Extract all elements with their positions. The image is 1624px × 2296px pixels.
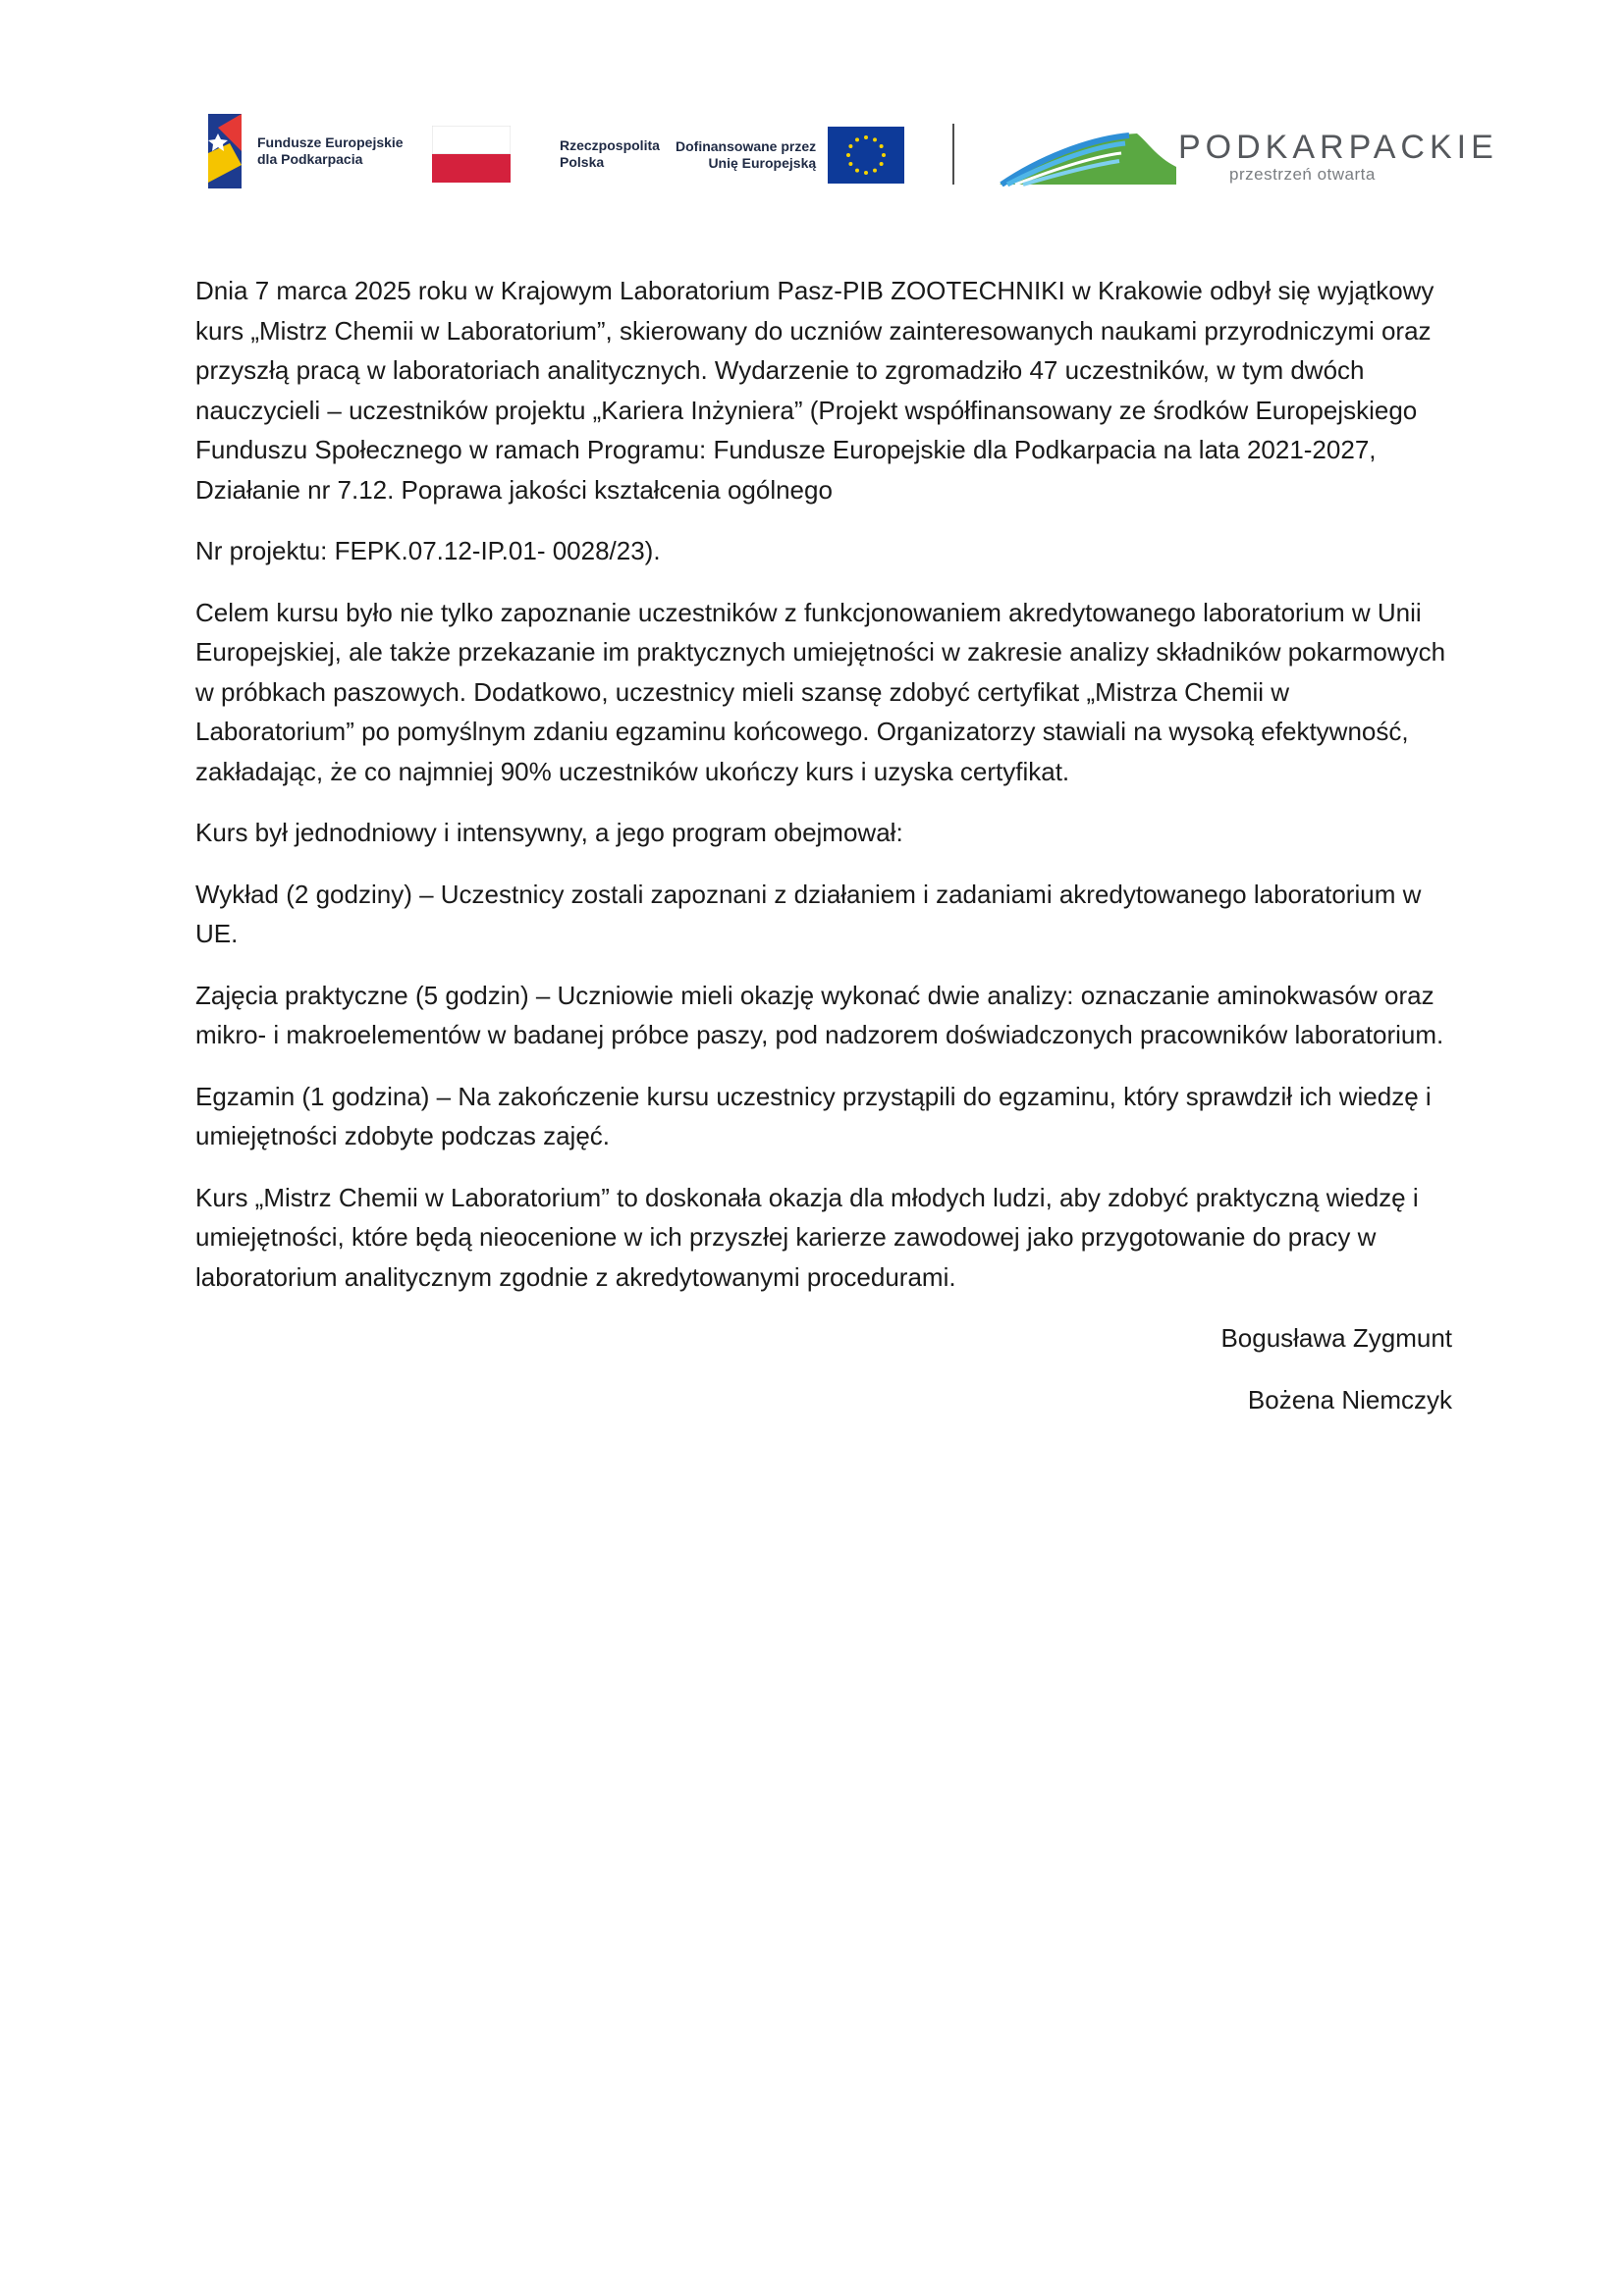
fe-emblem-icon: [208, 114, 245, 188]
paragraph: Zajęcia praktyczne (5 godzin) – Uczniowie mieli okazję wykonać dwie analizy: oznaczanie aminokwasów oraz mikro- i makroelementów w badanej próbce paszy, pod nadzorem doświadczonych pracowników laboratorium.: [195, 980, 1444, 1049]
eu-flag-icon: [828, 127, 904, 184]
signature: Bożena Niemczyk: [1247, 1384, 1452, 1415]
logo-strip: [0, 0, 1624, 196]
document-body: [195, 271, 1452, 1441]
paragraph: Kurs „Mistrz Chemii w Laboratorium” to doskonała okazja dla młodych ludzi, aby zdobyć praktyczną wiedzę i umiejętności, które będą nieocenione w ich przyszłej karierze zawodowej jako przygotowanie do pracy w laboratorium analitycznym zgodnie z akredytowanymi procedurami.: [195, 1182, 1419, 1292]
paragraph: Celem kursu było nie tylko zapoznanie uczestników z funkcjonowaniem akredytowanego laboratorium w Unii Europejskiej, ale także przekazanie im praktycznych umiejętności w zakresie analizy składników pokarmowych w próbkach paszowych. Dodatkowo, uczestnicy mieli szansę zdobyć certyfikat „Mistrza Chemii w Laboratorium” po pomyślnym zdaniu egzaminu końcowego. Organizatorzy stawiali na wysoką efektywność, zakładając, że co najmniej 90% uczestników ukończy kurs i uzyska certyfikat.: [195, 597, 1446, 786]
eu-logo-line2: Unię Europejską: [708, 155, 817, 171]
pl-logo-line2: Polska: [560, 154, 605, 170]
paragraph: Nr projektu: FEPK.07.12-IP.01- 0028/23).: [195, 536, 661, 565]
podkarpackie-logo: [1000, 118, 1498, 196]
eu-logo-line1: Dofinansowane przez: [676, 138, 817, 154]
logo-divider: [952, 124, 954, 185]
paragraph: Dnia 7 marca 2025 roku w Krajowym Laboratorium Pasz-PIB ZOOTECHNIKI w Krakowie odbył się wyjątkowy kurs „Mistrz Chemii w Laboratorium”, skierowany do uczniów zainteresowanych naukami przyrodniczymi oraz przyszłą pracą w laboratoriach analitycznych. Wydarzenie to zgromadziło 47 uczestników, w tym dwóch nauczycieli – uczestników projektu „Kariera Inżyniera” (Projekt współfinansowany ze środków Europejskiego Funduszu Społecznego w ramach Programu: Fundusze Europejskie dla Podkarpacia na lata 2021-2027, Działanie nr 7.12. Poprawa jakości kształcenia ogólnego: [195, 276, 1435, 505]
fundusze-europejskie-logo: [208, 114, 404, 188]
fe-logo-line2: dla Podkarpacia: [257, 151, 363, 167]
rzeczpospolita-polska-logo: [432, 126, 660, 183]
unia-europejska-logo: [676, 126, 904, 185]
pl-logo-line1: Rzeczpospolita: [560, 137, 660, 153]
podkarpackie-subtitle: przestrzeń otwarta: [1229, 165, 1376, 184]
fe-logo-line1: Fundusze Europejskie: [257, 134, 404, 150]
signature: Bogusława Zygmunt: [1220, 1323, 1452, 1353]
paragraph: Egzamin (1 godzina) – Na zakończenie kursu uczestnicy przystąpili do egzaminu, który sprawdził ich wiedzę i umiejętności zdobyte podczas zajęć.: [195, 1081, 1432, 1150]
paragraph: Kurs był jednodniowy i intensywny, a jego program obejmował:: [195, 818, 903, 847]
paragraph: Wykład (2 godziny) – Uczestnicy zostali zapoznani z działaniem i zadaniami akredytowanego laboratorium w UE.: [195, 879, 1422, 948]
polish-flag-icon: [432, 126, 511, 183]
podkarpackie-wave-icon: [1000, 128, 1176, 187]
podkarpackie-title: PODKARPACKIE: [1178, 129, 1498, 166]
